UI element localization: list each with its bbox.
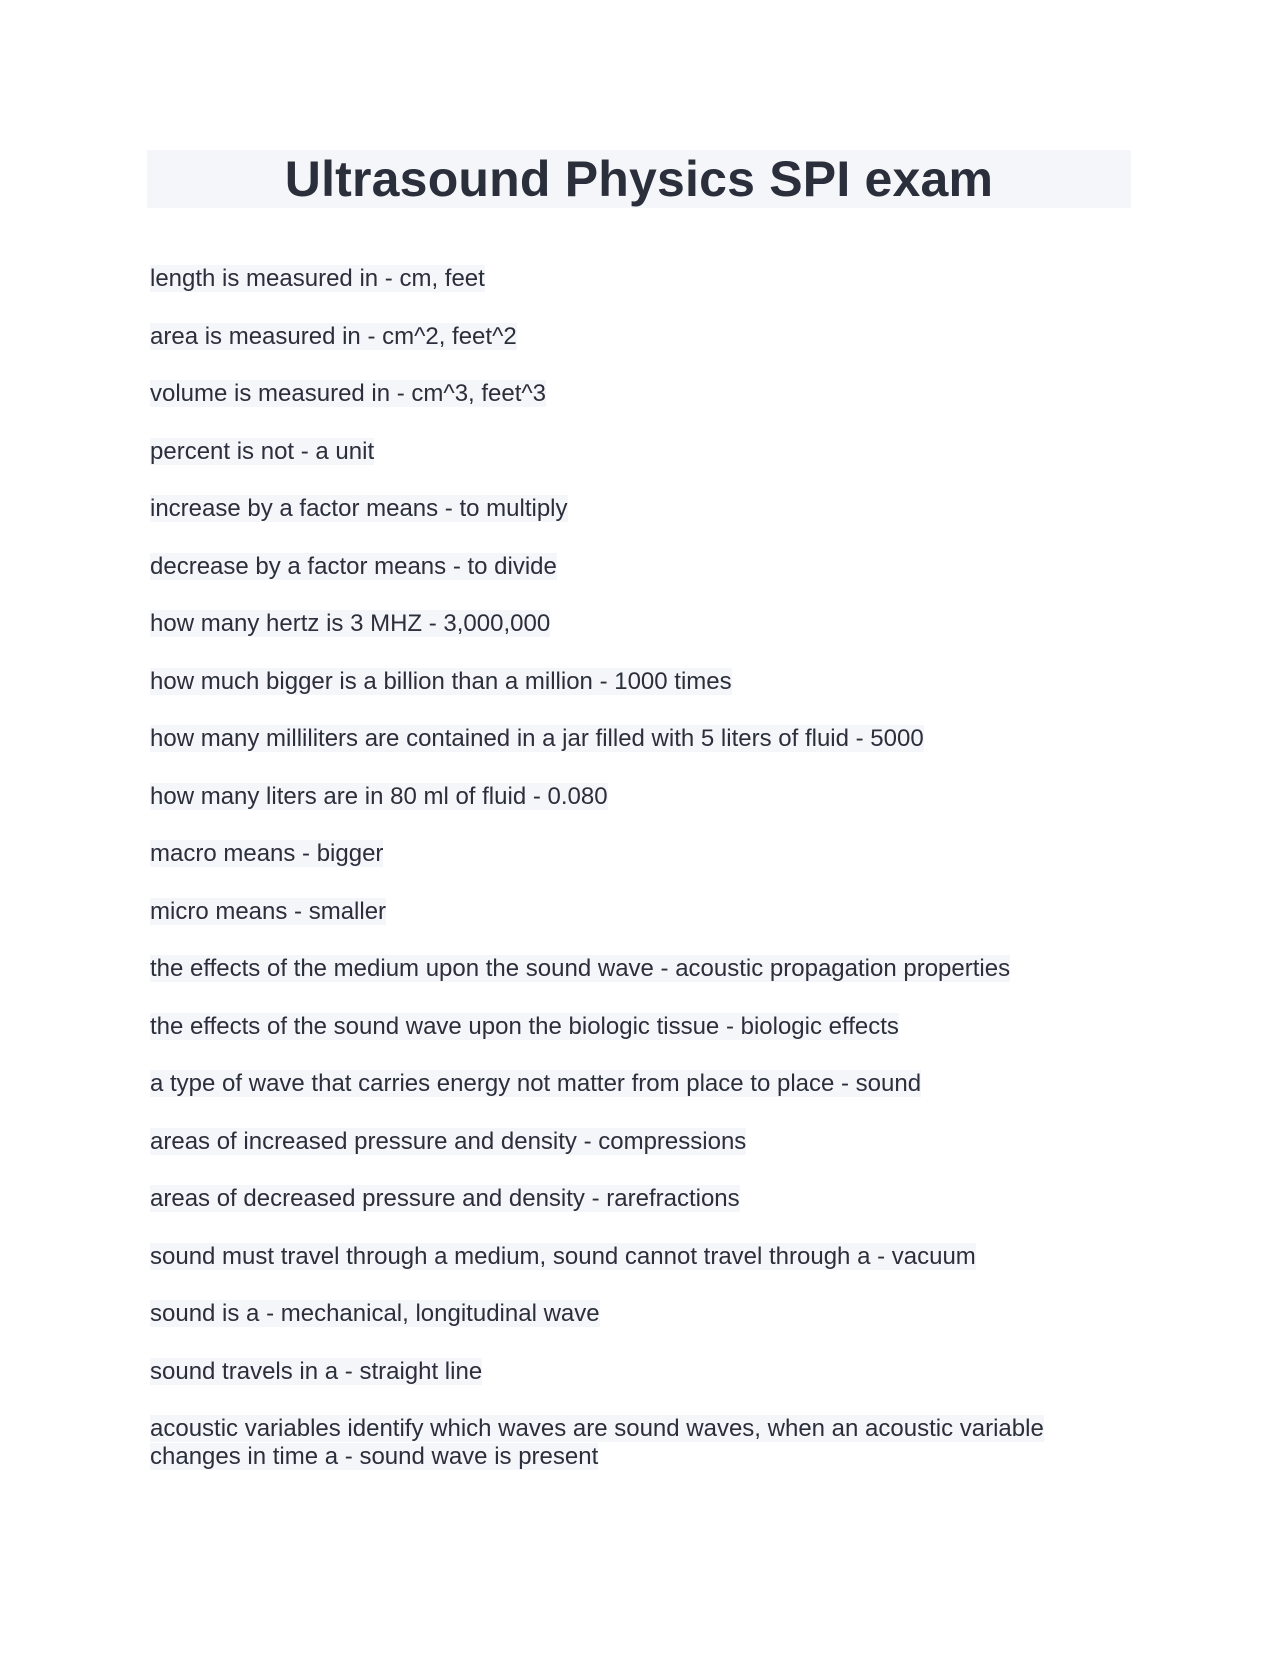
list-item — [150, 1300, 1090, 1328]
flashcard-text: micro means - smaller — [150, 897, 387, 925]
flashcard-text: how many liters are in 80 ml of fluid - 0.080 — [150, 782, 608, 810]
flashcard-text: macro means - bigger — [150, 840, 384, 867]
list-item — [150, 898, 1090, 926]
list-item — [150, 495, 1090, 523]
list-item — [150, 1185, 1090, 1213]
flashcard-text: sound is a - mechanical, longitudinal wave — [150, 1300, 600, 1327]
flashcard-text: acoustic variables identify which waves are sound waves, when an acoustic variable changes in time a - sound wave is present — [150, 1415, 1044, 1470]
flashcard-text: how many milliliters are contained in a jar filled with 5 liters of fluid - 5000 — [150, 725, 924, 752]
flashcard-list — [150, 265, 1090, 1501]
list-item — [150, 610, 1090, 638]
flashcard-text: the effects of the medium upon the sound wave - acoustic propagation properties — [150, 955, 1011, 982]
flashcard-text: sound must travel through a medium, sound cannot travel through a - vacuum — [150, 1242, 976, 1270]
list-item — [150, 1070, 1090, 1098]
flashcard-text: decrease by a factor means - to divide — [150, 552, 557, 580]
page-title: Ultrasound Physics SPI exam — [284, 151, 994, 207]
flashcard-text: length is measured in - cm, feet — [150, 265, 485, 292]
flashcard-text: how many hertz is 3 MHZ - 3,000,000 — [150, 610, 551, 637]
flashcard-text: areas of increased pressure and density - compressions — [150, 1127, 747, 1155]
flashcard-text: a type of wave that carries energy not matter from place to place - sound — [150, 1070, 922, 1097]
list-item — [150, 1128, 1090, 1156]
flashcard-text: how much bigger is a billion than a million - 1000 times — [150, 667, 732, 695]
list-item — [150, 265, 1090, 293]
list-item — [150, 955, 1090, 983]
flashcard-text: area is measured in - cm^2, feet^2 — [150, 322, 517, 350]
list-item — [150, 553, 1090, 581]
flashcard-text: percent is not - a unit — [150, 437, 375, 465]
flashcard-text: increase by a factor means - to multiply — [150, 495, 568, 522]
list-item — [150, 438, 1090, 466]
flashcard-text: the effects of the sound wave upon the biologic tissue - biologic effects — [150, 1012, 899, 1040]
list-item — [150, 783, 1090, 811]
list-item — [150, 1243, 1090, 1271]
list-item — [150, 840, 1090, 868]
list-item — [150, 323, 1090, 351]
list-item — [150, 380, 1090, 408]
list-item — [150, 668, 1090, 696]
title-band — [147, 150, 1131, 208]
list-item — [150, 1415, 1090, 1471]
list-item — [150, 1358, 1090, 1386]
list-item — [150, 1013, 1090, 1041]
flashcard-text: volume is measured in - cm^3, feet^3 — [150, 380, 547, 407]
flashcard-text: areas of decreased pressure and density - rarefractions — [150, 1185, 740, 1212]
flashcard-text: sound travels in a - straight line — [150, 1357, 483, 1385]
list-item — [150, 725, 1090, 753]
